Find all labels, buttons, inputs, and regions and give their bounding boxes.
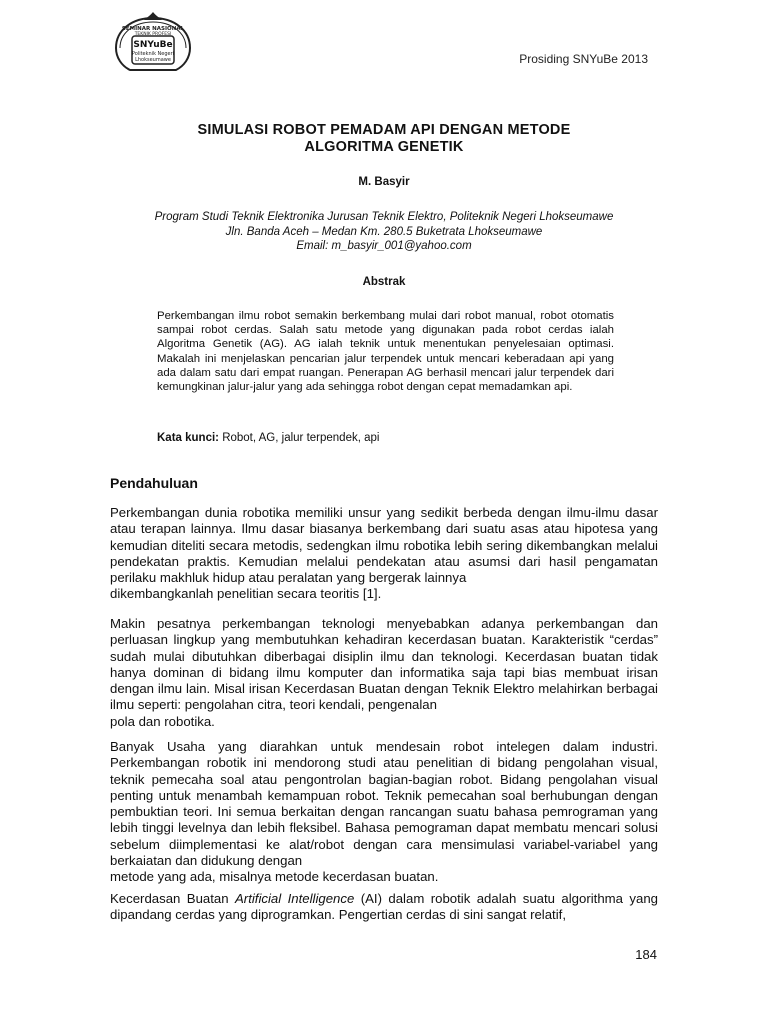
affiliation-line: Program Studi Teknik Elektronika Jurusan Teknik Elektro, Politeknik Negeri Lhokseumawe	[154, 211, 614, 223]
svg-text:Politeknik Negeri: Politeknik Negeri	[131, 51, 175, 57]
body-paragraph	[110, 616, 658, 730]
paragraph-last-line: pola dan robotika.	[110, 713, 215, 729]
body-paragraph	[110, 739, 658, 886]
section-heading: Pendahuluan	[110, 475, 198, 491]
paragraph-text: Perkembangan dunia robotika memiliki unsur yang sedikit berbeda dengan ilmu-ilmu dasar atau terapan lainnya. Ilmu dasar biasanya berkembang dari suatu asas atau hipotesa yang kemudian diteliti secara metodis, sedengkan ilmu robotika lebih sering dikembangkan melalui pendekatan praktis. Kemudian melalui pendekatan atau asumsi dari hasil pengamatan perilaku makhluk hidup atau peralatan yang bergerak lainnya	[110, 505, 658, 586]
author-name: M. Basyir	[358, 176, 410, 188]
body-paragraph	[110, 505, 658, 603]
affiliation-block	[0, 210, 768, 254]
svg-text:SNYuBe: SNYuBe	[133, 40, 173, 50]
keywords-value: Robot, AG, jalur terpendek, api	[219, 432, 380, 444]
email-line: Email: m_basyir_001@yahoo.com	[296, 240, 472, 252]
paragraph-last-line: metode yang ada, misalnya metode kecerdasan buatan.	[110, 869, 439, 885]
abstract-text: Perkembangan ilmu robot semakin berkembang mulai dari robot manual, robot otomatis sampai robot cerdas. Salah satu metode yang digunakan pada robot cerdas ialah Algoritma Genetik (AG). AG ialah teknik untuk menentukan penyelesaian optimasi. Makalah ini menjelaskan pencarian jalur terpendek untuk mencari keberadaan api yang ada dalam satu dari empat ruangan. Penerapan AG berhasil mencari jalur terpendek dari kemungkinan jalur-jalur yang ada sehingga robot dengan cepat memadamkan api.	[157, 310, 614, 394]
svg-text:SEMINAR NASIONAL: SEMINAR NASIONAL	[121, 26, 185, 32]
paragraph-text: Banyak Usaha yang diarahkan untuk mendesain robot intelegen dalam industri. Perkembangan robotik ini mendorong studi atau penelitian di bidang pengolahan visual, teknik pemecaha soal atau pengontrolan bagian-bagian robot. Bidang pengolahan visual penting untuk menambah kemampuan robot. Teknik pemecahan soal berhubungan dengan pembuktian teori. Ini semua berkaitan dengan rancangan suatu bahasa pemrograman yang lebih tinggi levelnya dan lebih fleksibel. Bahasa pemograman dapat membatu mencari solusi sebelum diimplementasi ke alat/robot dengan cara mensimulasi variabel-variabel yang berkaiatan dan didukung dengan	[110, 739, 658, 869]
paper-title	[110, 122, 658, 156]
keywords-label: Kata kunci:	[157, 432, 219, 444]
title-line: SIMULASI ROBOT PEMADAM API DENGAN METODE	[197, 122, 571, 138]
paragraph-last-line: dikembangkanlah penelitian secara teoritis [1].	[110, 586, 382, 602]
abstract-heading: Abstrak	[362, 276, 406, 288]
italic-term: Artificial Intelligence	[235, 891, 355, 906]
running-head: Prosiding SNYuBe 2013	[519, 52, 648, 66]
svg-text:Lhokseumawe: Lhokseumawe	[135, 57, 171, 63]
svg-text:TEKNIK PROFESI: TEKNIK PROFESI	[134, 32, 172, 37]
keywords	[157, 432, 379, 444]
page-number: 184	[635, 947, 657, 962]
paragraph-text: (AI) dalam robotik adalah suatu algorithma yang dipandang cerdas yang diprogramkan. Pengertian cerdas di sini sangat relatif,	[110, 891, 658, 923]
snyube-logo	[110, 10, 196, 76]
body-paragraph	[110, 891, 658, 924]
title-line: ALGORITMA GENETIK	[304, 139, 464, 155]
affiliation-line: Jln. Banda Aceh – Medan Km. 280.5 Buketrata Lhokseumawe	[225, 225, 543, 238]
paragraph-text: Makin pesatnya perkembangan teknologi menyebabkan adanya perkembangan dan perluasan lingkup yang membutuhkan kehadiran kecerdasan buatan. Karakteristik “cerdas” sudah mulai dibutuhkan diberbagai disiplin ilmu dan teknologi. Kecerdasan buatan tidak hanya dominan di bidang ilmu komputer dan informatika saja tapi bias membuat irisan dengan ilmu lain. Misal irisan Kecerdasan Buatan dengan Teknik Elektro melahirkan berbagai ilmu seperti: pengolahan citra, teori kendali, pengenalan	[110, 616, 658, 713]
paragraph-text: Kecerdasan Buatan	[110, 891, 236, 906]
